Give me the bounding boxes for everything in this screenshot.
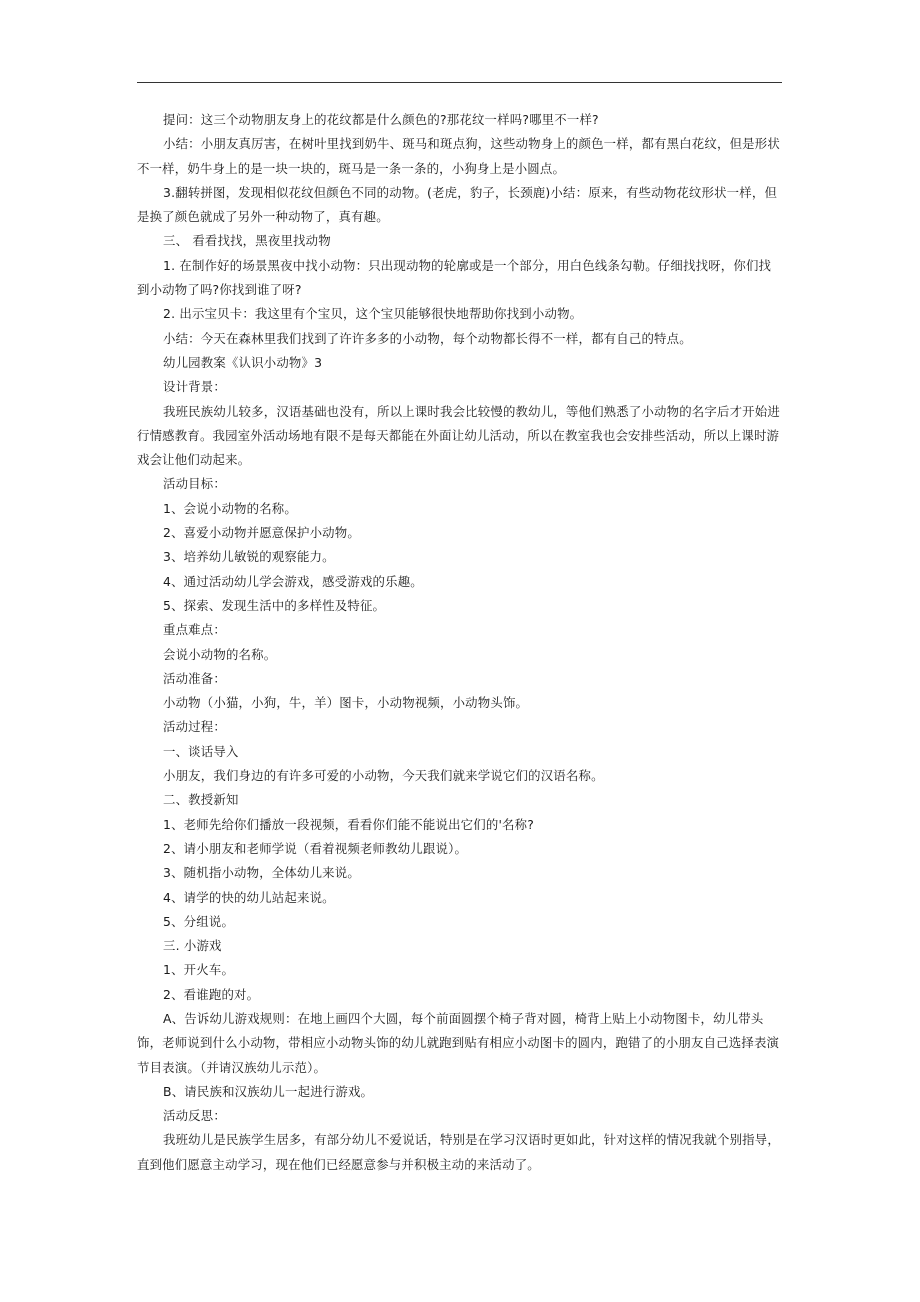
section-heading: 重点难点： xyxy=(163,622,226,638)
paragraph: 小结：今天在森林里我们找到了许许多多的小动物，每个动物都长得不一样，都有自己的特点。 xyxy=(163,330,692,346)
list-item: 2、看谁跑的对。 xyxy=(163,986,260,1002)
list-item: 2、喜爱小动物并愿意保护小动物。 xyxy=(163,525,360,541)
section-heading: 活动目标： xyxy=(163,476,226,492)
list-item: B、请民族和汉族幼儿一起进行游戏。 xyxy=(163,1083,374,1099)
paragraph: A、告诉幼儿游戏规则：在地上画四个大圆，每个前面圆摆个椅子背对圆，椅背上贴上小动物图卡，幼儿带头饰，老师说到什么小动物，带相应小动物头饰的幼儿就跑到贴有相应小动图卡的圆内，跑错了的小朋友自己选择表演节目表演。（并请汉族幼儿示范）。 xyxy=(137,1010,780,1075)
paragraph: 会说小动物的名称。 xyxy=(163,646,277,662)
section-heading: 三. 小游戏 xyxy=(163,938,222,954)
list-item: 3、随机指小动物，全体幼儿来说。 xyxy=(163,865,360,881)
header-rule xyxy=(137,82,782,83)
paragraph: 2. 出示宝贝卡：我这里有个宝贝，这个宝贝能够很快地帮助你找到小动物。 xyxy=(163,306,583,322)
paragraph: 小结：小朋友真厉害，在树叶里找到奶牛、斑马和斑点狗，这些动物身上的颜色一样，都有黑白花纹，但是形状不一样，奶牛身上的是一块一块的，斑马是一条一条的，小狗身上是小圆点。 xyxy=(137,136,780,176)
document-body xyxy=(137,108,782,1177)
paragraph: 提问：这三个动物朋友身上的花纹都是什么颜色的?那花纹一样吗?哪里不一样? xyxy=(163,112,599,127)
list-item: 5、探索、发现生活中的多样性及特征。 xyxy=(163,597,386,613)
list-item: 3、培养幼儿敏锐的观察能力。 xyxy=(163,549,335,565)
section-heading: 设计背景： xyxy=(163,379,226,395)
paragraph: 小朋友，我们身边的有许多可爱的小动物，今天我们就来学说它们的汉语名称。 xyxy=(163,768,604,784)
paragraph: 小动物（小猫，小狗，牛，羊）图卡，小动物视频，小动物头饰。 xyxy=(163,695,529,711)
section-heading: 三、 看看找找，黑夜里找动物 xyxy=(163,233,331,249)
list-item: 1、老师先给你们播放一段视频，看看你们能不能说出它们的'名称? xyxy=(163,816,535,832)
section-heading: 二、教授新知 xyxy=(163,792,239,808)
list-item: 1、开火车。 xyxy=(163,962,235,978)
paragraph: 1. 在制作好的场景黑夜中找小动物：只出现动物的轮廓或是一个部分，用白色线条勾勒。仔细找找呀，你们找到小动物了吗?你找到谁了呀? xyxy=(137,257,772,298)
paragraph: 我班民族幼儿较多，汉语基础也没有，所以上课时我会比较慢的教幼儿，等他们熟悉了小动物的名字后才开始进行情感教育。我园室外活动场地有限不是每天都能在外面让幼儿活动，所以在教室我也会安排些活动，所以上课时游戏会让他们动起来。 xyxy=(137,403,780,468)
list-item: 4、请学的快的幼儿站起来说。 xyxy=(163,889,335,905)
list-item: 5、分组说。 xyxy=(163,913,235,929)
section-heading: 一、谈话导入 xyxy=(163,743,239,759)
list-item: 1、会说小动物的名称。 xyxy=(163,500,297,516)
list-item: 4、通过活动幼儿学会游戏，感受游戏的乐趣。 xyxy=(163,573,423,589)
document-title: 幼儿园教案《认识小动物》3 xyxy=(163,354,323,370)
paragraph: 3.翻转拼图，发现相似花纹但颜色不同的动物。(老虎，豹子，长颈鹿)小结：原来，有些动物花纹形状一样，但是换了颜色就成了另外一种动物了，真有趣。 xyxy=(137,184,778,225)
list-item: 2、请小朋友和老师学说（看着视频老师教幼儿跟说）。 xyxy=(163,840,468,856)
section-heading: 活动过程： xyxy=(163,719,226,735)
paragraph: 我班幼儿是民族学生居多，有部分幼儿不爱说话，特别是在学习汉语时更如此，针对这样的情况我就个别指导，直到他们愿意主动学习，现在他们已经愿意参与并积极主动的来活动了。 xyxy=(137,1132,780,1172)
section-heading: 活动准备： xyxy=(163,670,226,686)
section-heading: 活动反思： xyxy=(163,1108,226,1124)
